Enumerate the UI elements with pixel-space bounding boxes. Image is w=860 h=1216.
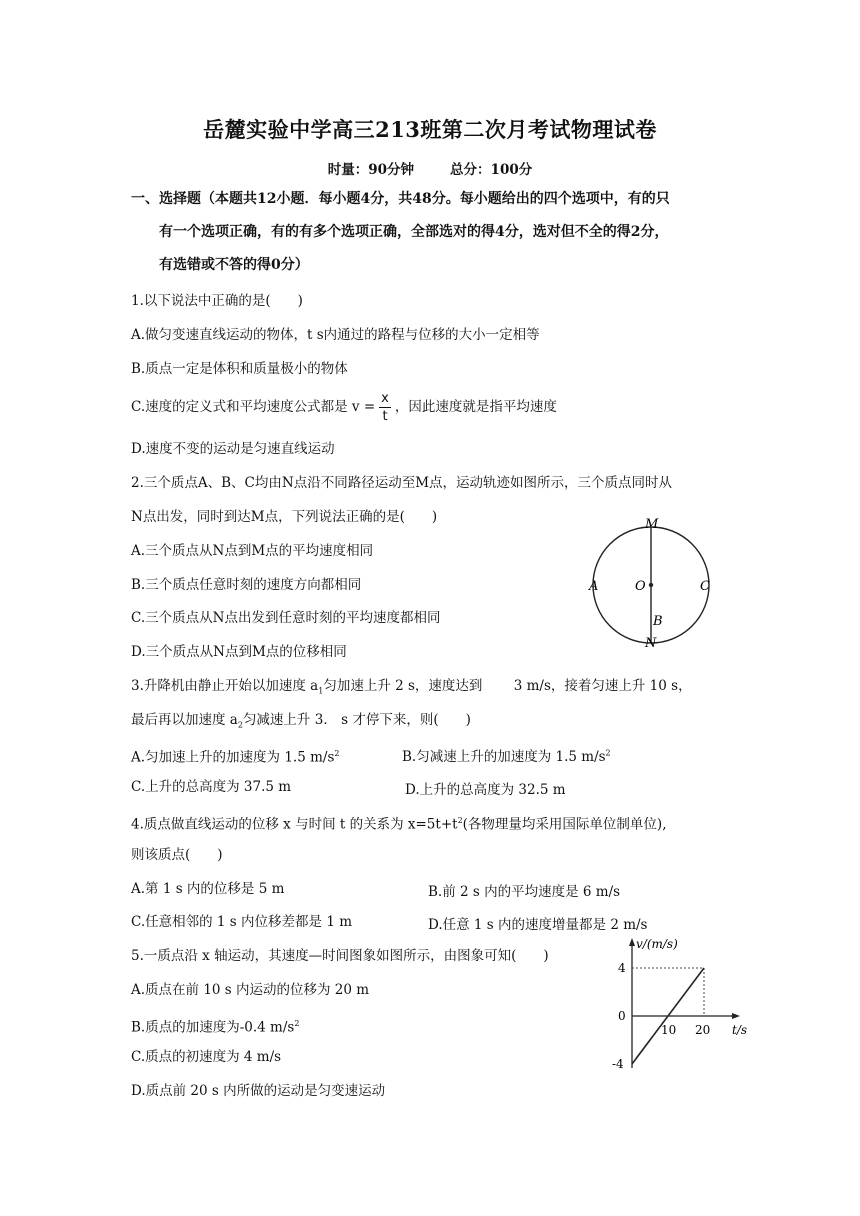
section-instructions — [131, 183, 751, 282]
section-line-3: 有选错或不答的得0分） — [159, 257, 309, 273]
page-title: 岳麓实验中学高三213班第二次月考试物理试卷 — [203, 117, 657, 142]
section-line-1: 一、选择题（本题共12小题．每小题4分，共48分。每小题给出的四个选项中，有的只 — [131, 191, 670, 207]
y-tick-0: 0 — [618, 1009, 626, 1023]
q3-stem-line-2 — [131, 711, 471, 735]
y-tick-neg4: -4 — [612, 1057, 624, 1071]
q1-option-c-prefix: C.速度的定义式和平均速度公式都是 v = — [131, 399, 376, 415]
subscript-2: 2 — [237, 720, 243, 730]
y-tick-4: 4 — [618, 961, 626, 975]
q2-option-a: A.三个质点从N点到M点的平均速度相同 — [131, 543, 374, 559]
q4-option-b: B.前 2 s 内的平均速度是 6 m/s — [428, 884, 621, 900]
q2-option-c: C.三个质点从N点出发到任意时刻的平均速度都相同 — [131, 610, 441, 626]
q3-option-c: C.上升的总高度为 37.5 m — [131, 779, 292, 795]
q1-option-a: A.做匀变速直线运动的物体，t s内通过的路程与位移的大小一定相等 — [131, 327, 540, 343]
q3-option-b-text: B.匀减速上升的加速度为 1.5 m/s — [402, 749, 606, 765]
label-m: M — [645, 517, 659, 532]
q5-option-b — [131, 1015, 299, 1037]
q3-stem-line-1 — [131, 677, 692, 701]
subscript-1: 1 — [318, 686, 324, 696]
q4-stem-1b: (各物理量均采用国际单位制单位), — [462, 816, 667, 833]
q1-stem: 1.以下说法中正确的是( ) — [131, 293, 303, 309]
sup-a: 2 — [334, 749, 340, 758]
x-tick-20: 20 — [695, 1023, 711, 1037]
q1-option-d: D.速度不变的运动是匀速直线运动 — [131, 441, 335, 457]
q2-option-b: B.三个质点任意时刻的速度方向都相同 — [131, 577, 362, 593]
trajectory-figure — [580, 514, 720, 652]
fraction-denominator: t — [382, 409, 388, 424]
q3-stem-2a: 最后再以加速度 a — [131, 712, 238, 728]
label-o: O — [635, 579, 646, 594]
sup-q5: 2 — [294, 1019, 300, 1028]
q4-option-c: C.任意相邻的 1 s 内位移差都是 1 m — [131, 914, 353, 930]
q3-stem-1a: 3.升降机由静止开始以加速度 a — [131, 678, 319, 694]
sup-b: 2 — [605, 748, 611, 758]
q2-option-d: D.三个质点从N点到M点的位移相同 — [131, 644, 347, 660]
q4-stem-1a: 4.质点做直线运动的位移 x 与时间 t 的关系为 x=5t+t — [131, 816, 458, 833]
q3-stem-2b: 匀减速上升 3． s 才停下来，则( ) — [242, 712, 471, 728]
fraction-numerator: x — [381, 391, 389, 406]
section-line-2: 有一个选项正确，有的有多个选项正确，全部选对的得4分，选对但不全的得2分， — [159, 224, 669, 240]
label-a: A — [589, 579, 599, 594]
label-b: B — [653, 614, 663, 629]
q3-option-d: D.上升的总高度为 32.5 m — [405, 782, 566, 798]
q4-option-d: D.任意 1 s 内的速度增量都是 2 m/s — [428, 917, 648, 933]
q5-option-b-text: B.质点的加速度为-0.4 m/s — [131, 1019, 295, 1036]
q5-option-d: D.质点前 20 s 内所做的运动是匀变速运动 — [131, 1083, 386, 1099]
exam-score: 总分：100分 — [450, 162, 533, 178]
q5-stem: 5.一质点沿 x 轴运动，其速度—时间图象如图所示，由图象可知( ) — [131, 948, 549, 964]
sup-q4: 2 — [457, 816, 463, 825]
q4-stem-line-1 — [131, 812, 666, 834]
y-axis-label: v/(m/s) — [636, 937, 678, 951]
x-axis-arrow — [732, 1013, 740, 1019]
q3-option-b — [402, 745, 611, 765]
velocity-time-graph — [608, 936, 756, 1076]
q4-option-a: A.第 1 s 内的位移是 5 m — [131, 881, 285, 897]
velocity-fraction — [379, 390, 391, 425]
label-c: C — [700, 579, 710, 594]
exam-time: 时量：90分钟 — [327, 162, 415, 178]
q1-option-b: B.质点一定是体积和质量极小的物体 — [131, 361, 348, 377]
center-point — [649, 583, 653, 587]
x-axis-label: t/s — [732, 1023, 748, 1037]
q3-option-a — [131, 745, 339, 767]
q3-stem-1b: 匀加速上升 2 s，速度达到 3 m/s，接着匀速上升 10 s， — [323, 678, 692, 694]
y-axis-arrow — [629, 938, 635, 946]
q5-option-a: A.质点在前 10 s 内运动的位移为 20 m — [131, 982, 370, 998]
q2-stem-line-2: N点出发，同时到达M点，下列说法正确的是( ) — [131, 509, 438, 525]
x-tick-10: 10 — [661, 1023, 677, 1037]
q2-stem-line-1: 2.三个质点A、B、C均由N点沿不同路径运动至M点，运动轨迹如图所示，三个质点同时从 — [131, 475, 673, 491]
q1-option-c — [131, 387, 557, 427]
q4-stem-line-2: 则该质点( ) — [131, 847, 223, 863]
q1-option-c-suffix: ，因此速度就是指平均速度 — [394, 399, 557, 415]
q3-option-a-text: A.匀加速上升的加速度为 1.5 m/s — [131, 749, 335, 766]
exam-meta — [0, 158, 860, 178]
q5-option-c: C.质点的初速度为 4 m/s — [131, 1049, 282, 1065]
label-n: N — [645, 636, 657, 651]
